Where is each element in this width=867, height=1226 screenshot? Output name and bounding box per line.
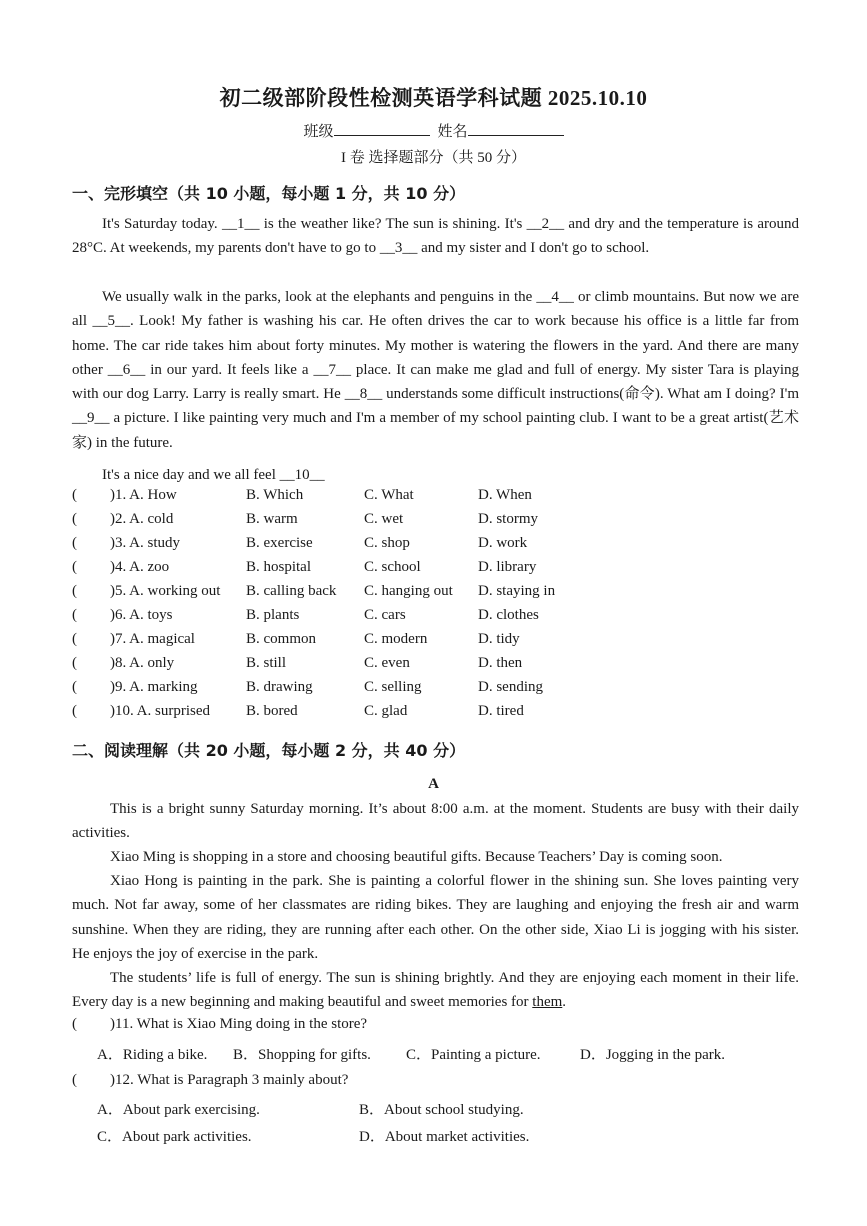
option-d: D. When — [478, 487, 532, 503]
option-b: B. bored — [246, 703, 298, 719]
cloze-paragraph-2: We usually walk in the parks, look at the elephants and penguins in the __4__ or climb mountains. But now we are all __5__. Look! My father is washing his car. He often drives the car to work because his office is a little far from home. The car ride takes him about forty minutes. My mother is watering the flowers in the yard. And there are many other __6__ in our yard. It feels like a __7__ place. It can make me glad and full of energy. My sister Tara is playing with our dog Larry. Larry is really smart. He __8__ understands some difficult instructions(命令). What am I doing? I'm __9__ a picture. I like painting very much and I'm a member of my school painting club. I want to be a great artist(艺术家) in the future. — [72, 289, 799, 451]
reading-question-12 — [72, 1072, 799, 1096]
cloze-question-row — [72, 631, 799, 655]
option-c: C. selling — [364, 679, 422, 695]
answer-paren[interactable]: ( — [72, 535, 77, 551]
answer-paren[interactable]: ( — [72, 559, 77, 575]
option-a: A．About park exercising. — [97, 1102, 260, 1118]
section-1-heading: 一、完形填空（共 10 小题，每小题 1 分，共 10 分） — [72, 184, 466, 203]
part-subtitle: I 卷 选择题部分（共 50 分） — [341, 150, 526, 166]
cloze-question-row — [72, 655, 799, 679]
option-d: D. clothes — [478, 607, 539, 623]
name-blank[interactable] — [468, 121, 564, 136]
option-a: )4. A. zoo — [110, 559, 170, 575]
option-d: D．About market activities. — [359, 1129, 530, 1145]
option-a: )5. A. working out — [110, 583, 221, 599]
option-b: B. drawing — [246, 679, 313, 695]
cloze-question-row — [72, 511, 799, 535]
option-d: D. staying in — [478, 583, 556, 599]
answer-paren[interactable]: ( — [72, 511, 77, 527]
option-d: D．Jogging in the park. — [580, 1047, 725, 1063]
option-d: D. then — [478, 655, 523, 671]
answer-paren[interactable]: ( — [72, 679, 77, 695]
option-c: C. glad — [364, 703, 408, 719]
cloze-question-row — [72, 487, 799, 511]
answer-paren[interactable]: ( — [72, 487, 77, 503]
cloze-paragraph-1: It's Saturday today. __1__ is the weather like? The sun is shining. It's __2__ and dry and the temperature is around 28°C. At weekends, my parents don't have to go to __3__ and my sister and I don't go to school. — [72, 216, 799, 257]
option-b: B. hospital — [246, 559, 312, 575]
question-stem: )12. What is Paragraph 3 mainly about? — [110, 1072, 349, 1088]
option-b: B. plants — [246, 607, 300, 623]
reading-paragraph-2: Xiao Ming is shopping in a store and choosing beautiful gifts. Because Teachers’ Day is coming soon. — [110, 849, 723, 865]
option-b: B. Which — [246, 487, 304, 503]
section-2-heading: 二、阅读理解（共 20 小题，每小题 2 分，共 40 分） — [72, 741, 466, 760]
cloze-question-row — [72, 535, 799, 559]
answer-paren[interactable]: ( — [72, 607, 77, 623]
question-stem: )11. What is Xiao Ming doing in the store? — [110, 1016, 368, 1032]
answer-paren[interactable]: ( — [72, 1072, 77, 1088]
name-label: 姓名 — [437, 124, 468, 140]
answer-paren[interactable]: ( — [72, 583, 77, 599]
option-b: B. common — [246, 631, 316, 647]
option-c: C. shop — [364, 535, 410, 551]
option-b: B. calling back — [246, 583, 337, 599]
option-b: B．Shopping for gifts. — [233, 1047, 371, 1063]
option-d: D. tired — [478, 703, 524, 719]
paragraph-4-text: The students’ life is full of energy. The sun is shining brightly. And they are enjoying each moment in their life. Every day is a new beginning and making beautiful and sweet memories for — [72, 970, 799, 1011]
option-d: D. stormy — [478, 511, 538, 527]
underlined-word: them — [532, 994, 563, 1011]
reading-paragraph-1: This is a bright sunny Saturday morning. It’s about 8:00 a.m. at the moment. Students are busy with their daily activities. — [72, 801, 799, 842]
cloze-question-row — [72, 559, 799, 583]
option-b: B．About school studying. — [359, 1102, 524, 1118]
cloze-paragraph-3: It's a nice day and we all feel __10__ — [102, 467, 325, 483]
option-a: )2. A. cold — [110, 511, 174, 527]
option-c: C. wet — [364, 511, 404, 527]
exam-title: 初二级部阶段性检测英语学科试题 2025.10.10 — [219, 86, 648, 110]
option-a: )9. A. marking — [110, 679, 198, 695]
option-c: C．Painting a picture. — [406, 1047, 541, 1063]
option-d: D. work — [478, 535, 528, 551]
reading-question-11 — [72, 1016, 799, 1040]
option-c: C．About park activities. — [97, 1129, 252, 1145]
answer-paren[interactable]: ( — [72, 655, 77, 671]
option-c: C. even — [364, 655, 410, 671]
reading-paragraph-3: Xiao Hong is painting in the park. She is painting a colorful flower in the shining sun. She loves painting very much. Not far away, some of her classmates are riding bikes. They are laughing and enjoying the fresh air and warm sunshine. When they are riding, they are running after each other. On the other side, Xiao Li is jogging with his sister. He enjoys the joy of exercise in the park. — [72, 873, 799, 962]
option-c: C. What — [364, 487, 414, 503]
option-a: A．Riding a bike. — [97, 1047, 208, 1063]
passage-label: A — [428, 776, 439, 792]
option-b: B. still — [246, 655, 287, 671]
reading-paragraph-4 — [72, 966, 799, 1015]
class-label: 班级 — [303, 124, 334, 140]
cloze-question-row — [72, 703, 799, 727]
cloze-question-row — [72, 679, 799, 703]
option-c: C. school — [364, 559, 421, 575]
option-c: C. cars — [364, 607, 406, 623]
cloze-question-row — [72, 607, 799, 631]
answer-paren[interactable]: ( — [72, 703, 77, 719]
option-c: C. hanging out — [364, 583, 453, 599]
option-c: C. modern — [364, 631, 428, 647]
option-a: )10. A. surprised — [110, 703, 210, 719]
cloze-question-row — [72, 583, 799, 607]
option-d: D. library — [478, 559, 537, 575]
option-b: B. exercise — [246, 535, 313, 551]
option-a: )8. A. only — [110, 655, 175, 671]
answer-paren[interactable]: ( — [72, 1016, 77, 1032]
paragraph-4-end: . — [562, 994, 567, 1011]
option-d: D. tidy — [478, 631, 520, 647]
option-a: )1. A. How — [110, 487, 177, 503]
student-info-line — [0, 120, 867, 141]
option-a: )6. A. toys — [110, 607, 173, 623]
option-b: B. warm — [246, 511, 298, 527]
answer-paren[interactable]: ( — [72, 631, 77, 647]
option-a: )3. A. study — [110, 535, 181, 551]
option-a: )7. A. magical — [110, 631, 195, 647]
option-d: D. sending — [478, 679, 543, 695]
class-blank[interactable] — [334, 121, 430, 136]
